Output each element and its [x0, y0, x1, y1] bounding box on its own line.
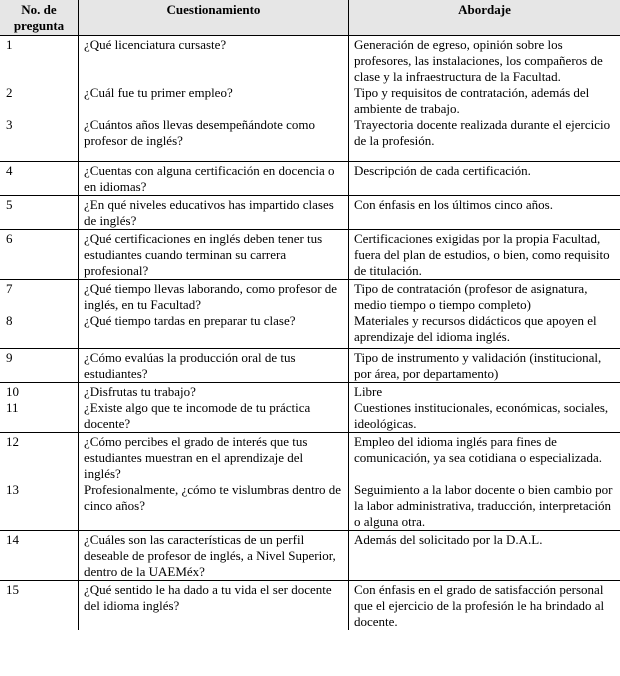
row-question: ¿Existe algo que te incomode de tu práctica docente?	[79, 400, 349, 433]
row-number: 11	[0, 400, 79, 433]
row-approach: Trayectoria docente realizada durante el ejercicio de la profesión.	[349, 117, 620, 161]
row-question: ¿Cuántos años llevas desempeñándote como profesor de inglés?	[79, 117, 349, 161]
table-row	[0, 383, 620, 401]
table-row	[0, 195, 620, 229]
row-approach: Empleo del idioma inglés para fines de comunicación, ya sea cotidiana o especializada.	[349, 433, 620, 483]
row-approach: Certificaciones exigidas por la propia Facultad, fuera del plan de estudios, o bien, como requisito de titulación.	[349, 229, 620, 279]
row-question: ¿Qué tiempo llevas laborando, como profesor de inglés, en tu Facultad?	[79, 279, 349, 313]
row-question: ¿Cómo percibes el grado de interés que tus estudiantes muestran en el aprendizaje del inglés?	[79, 433, 349, 483]
header-question: Cuestionamiento	[79, 0, 349, 36]
row-approach: Descripción de cada certificación.	[349, 161, 620, 195]
row-approach: Tipo y requisitos de contratación, además del ambiente de trabajo.	[349, 85, 620, 117]
row-number: 6	[0, 229, 79, 279]
row-number: 8	[0, 313, 79, 349]
row-question: ¿Cuentas con alguna certificación en docencia o en idiomas?	[79, 161, 349, 195]
table-row	[0, 117, 620, 161]
row-approach: Materiales y recursos didácticos que apoyen el aprendizaje del idioma inglés.	[349, 313, 620, 349]
row-approach: Cuestiones institucionales, económicas, sociales, ideológicas.	[349, 400, 620, 433]
row-question: ¿Cuáles son las características de un perfil deseable de profesor de inglés, a Nivel Superior, dentro de la UAEMéx?	[79, 531, 349, 581]
table-row	[0, 581, 620, 631]
row-approach: Además del solicitado por la D.A.L.	[349, 531, 620, 581]
row-question: Profesionalmente, ¿cómo te vislumbras dentro de cinco años?	[79, 482, 349, 531]
row-number: 2	[0, 85, 79, 117]
row-question: ¿Qué licenciatura cursaste?	[79, 36, 349, 86]
row-question: ¿Qué sentido le ha dado a tu vida el ser docente del idioma inglés?	[79, 581, 349, 631]
table-row	[0, 433, 620, 483]
row-number: 4	[0, 161, 79, 195]
row-approach: Libre	[349, 383, 620, 401]
table-row	[0, 400, 620, 433]
table-row	[0, 313, 620, 349]
row-question: ¿En qué niveles educativos has impartido clases de inglés?	[79, 195, 349, 229]
row-approach: Seguimiento a la labor docente o bien cambio por la labor administrativa, traducción, interpretación o alguna otra.	[349, 482, 620, 531]
row-question: ¿Cuál fue tu primer empleo?	[79, 85, 349, 117]
row-number: 15	[0, 581, 79, 631]
row-question: ¿Qué certificaciones en inglés deben tener tus estudiantes cuando terminan su carrera profesional?	[79, 229, 349, 279]
table-row	[0, 279, 620, 313]
row-approach: Tipo de instrumento y validación (institucional, por área, por departamento)	[349, 349, 620, 383]
row-number: 9	[0, 349, 79, 383]
row-number: 10	[0, 383, 79, 401]
row-number: 5	[0, 195, 79, 229]
row-question: ¿Cómo evalúas la producción oral de tus estudiantes?	[79, 349, 349, 383]
row-approach: Con énfasis en el grado de satisfacción personal que el ejercicio de la profesión le ha brindado al docente.	[349, 581, 620, 631]
row-number: 13	[0, 482, 79, 531]
table-row	[0, 36, 620, 86]
row-number: 1	[0, 36, 79, 86]
row-question: ¿Disfrutas tu trabajo?	[79, 383, 349, 401]
table-row	[0, 482, 620, 531]
row-number: 14	[0, 531, 79, 581]
row-number: 3	[0, 117, 79, 161]
table-row	[0, 161, 620, 195]
row-number: 12	[0, 433, 79, 483]
row-approach: Tipo de contratación (profesor de asignatura, medio tiempo o tiempo completo)	[349, 279, 620, 313]
header-approach: Abordaje	[349, 0, 620, 36]
table-row	[0, 349, 620, 383]
row-question: ¿Qué tiempo tardas en preparar tu clase?	[79, 313, 349, 349]
row-number: 7	[0, 279, 79, 313]
row-approach: Generación de egreso, opinión sobre los profesores, las instalaciones, los compañeros de clase y la infraestructura de la Facultad.	[349, 36, 620, 86]
table-row	[0, 229, 620, 279]
header-row	[0, 0, 620, 36]
table-row	[0, 85, 620, 117]
table-row	[0, 531, 620, 581]
row-approach: Con énfasis en los últimos cinco años.	[349, 195, 620, 229]
header-number: No. de pregunta	[0, 0, 79, 36]
